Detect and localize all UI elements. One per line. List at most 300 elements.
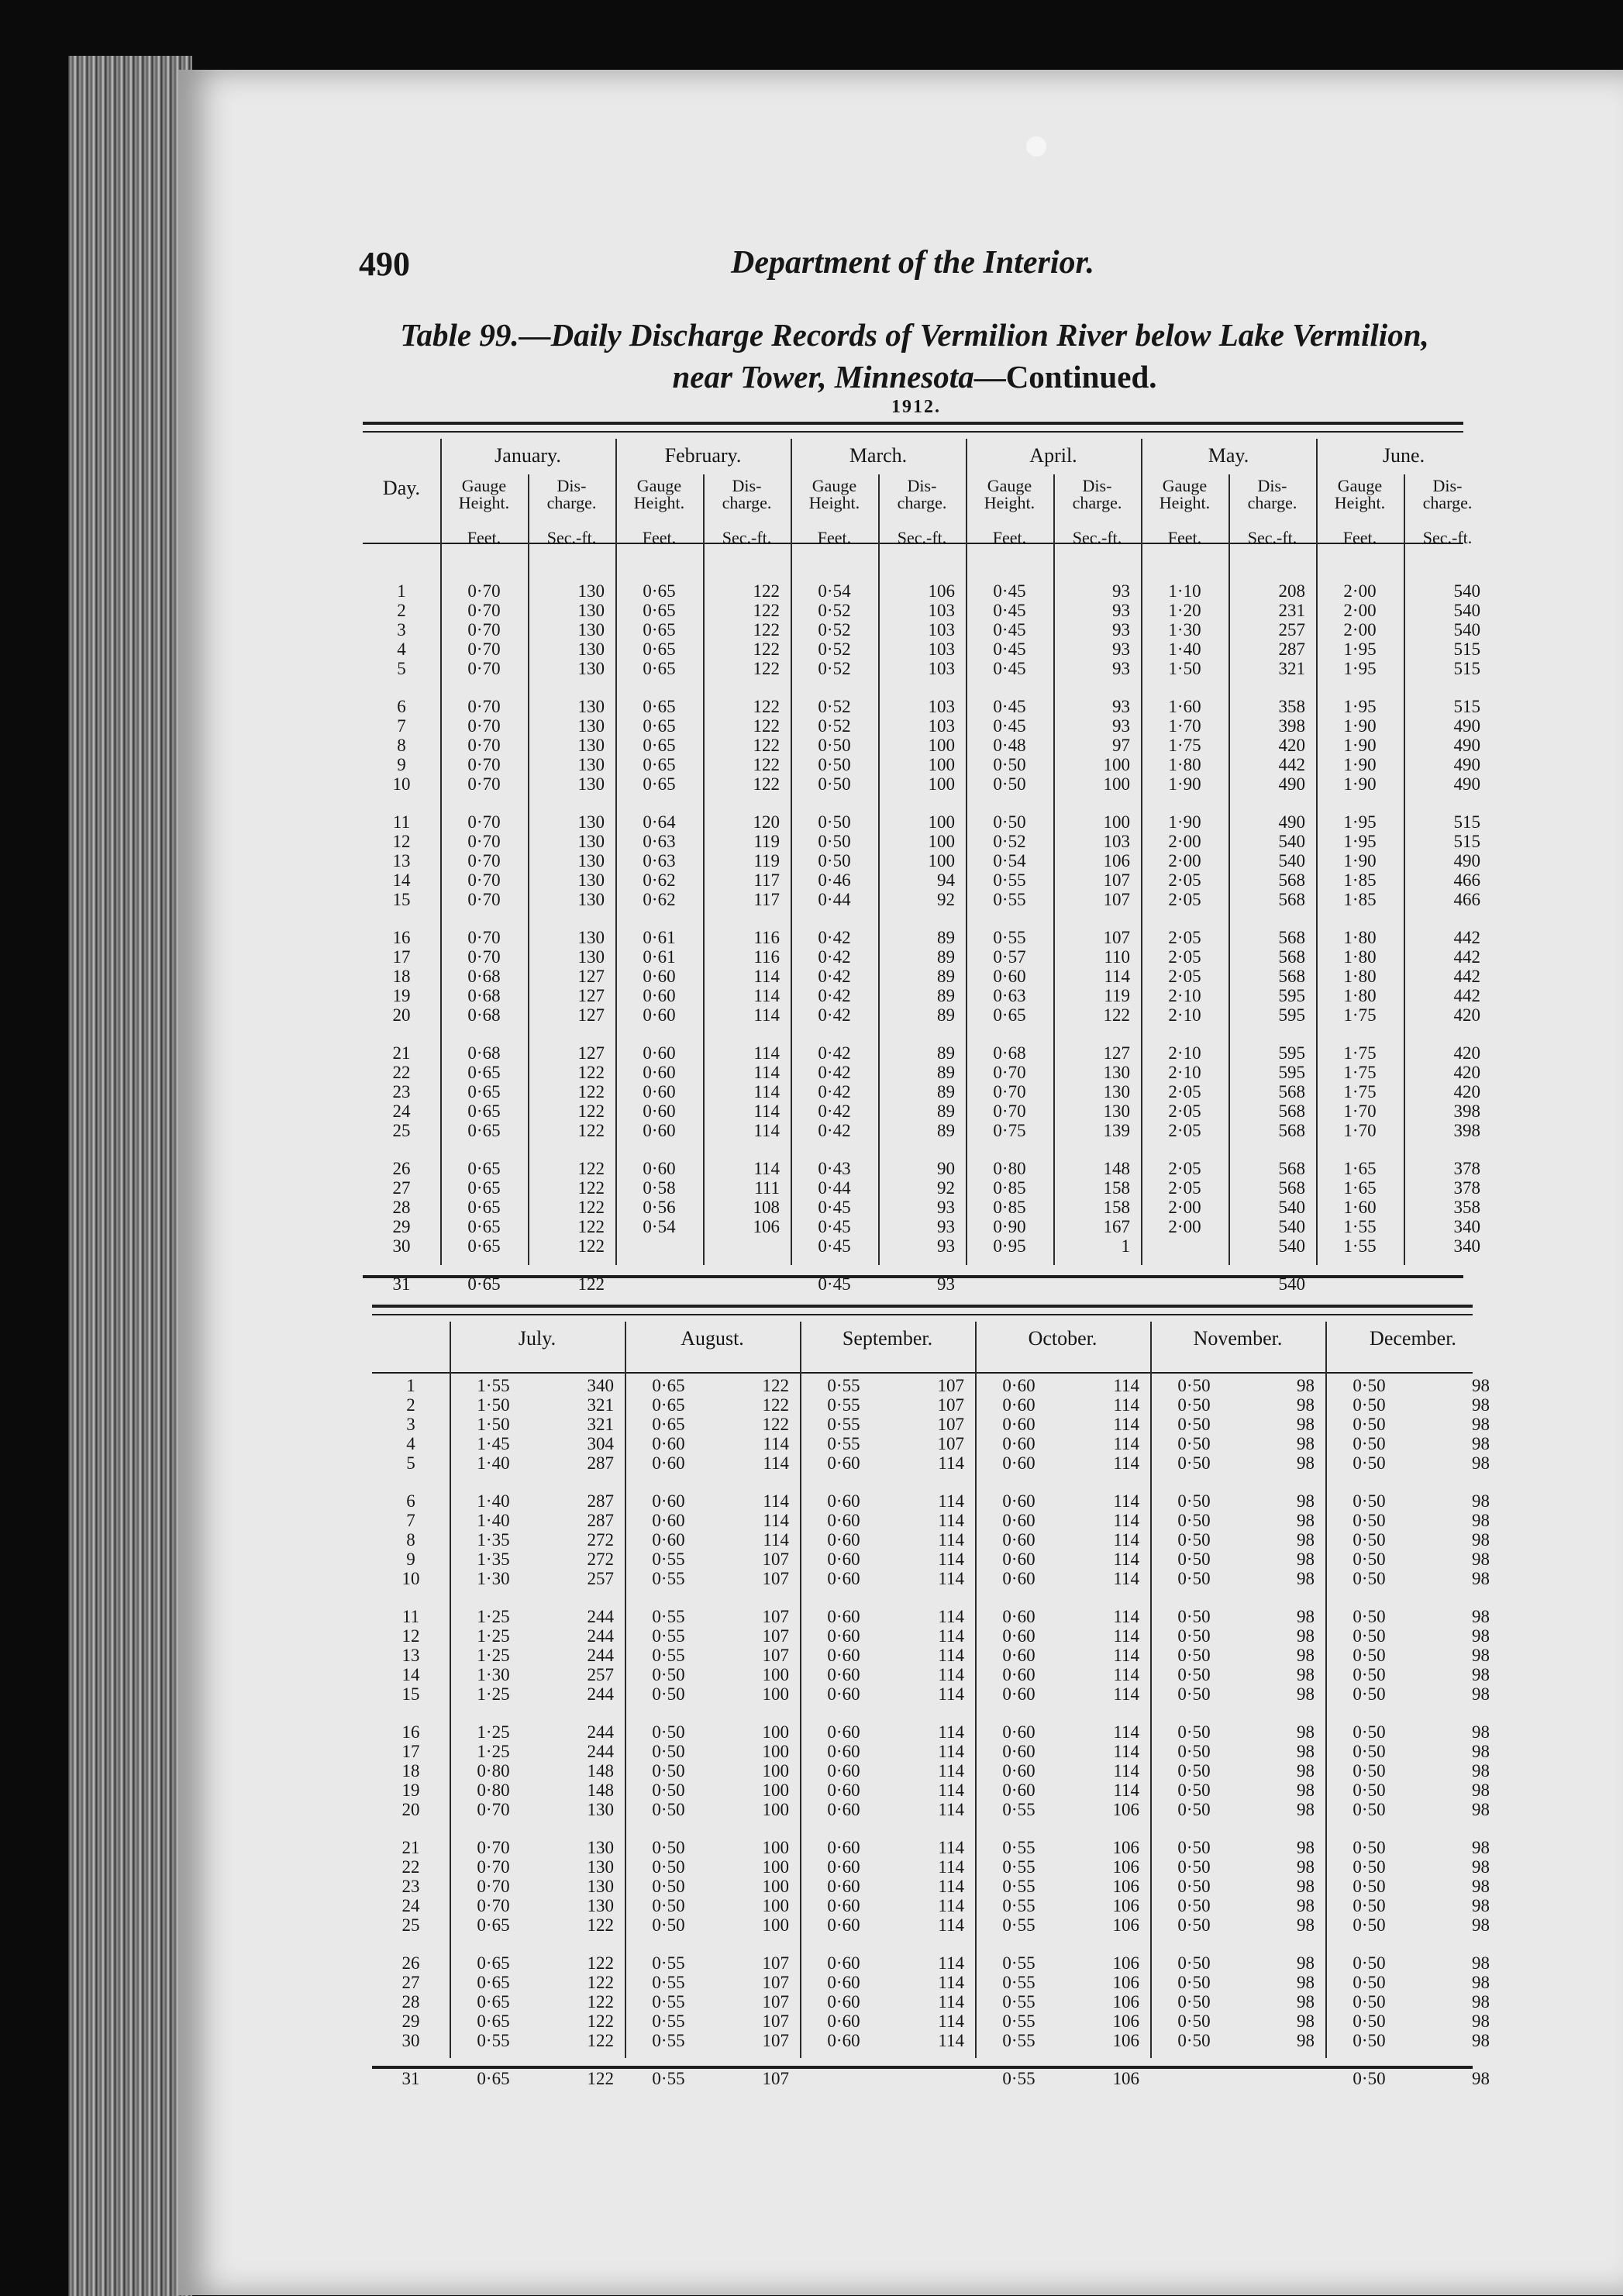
day-number: 22	[401, 1857, 420, 1877]
discharge-cell: 98	[1297, 1915, 1315, 1935]
gauge-height-cell: 0·70	[467, 890, 501, 909]
discharge-cell: 244	[587, 1646, 614, 1665]
gauge-height-cell: 1·60	[1168, 697, 1201, 716]
gauge-height-cell: 0·63	[643, 851, 676, 870]
gauge-height-cell: 1·80	[1343, 967, 1377, 986]
discharge-cell: 106	[1112, 1838, 1139, 1857]
discharge-cell: 114	[938, 1569, 964, 1588]
gauge-height-cell: 0·90	[993, 1217, 1026, 1236]
discharge-cell: 98	[1472, 1781, 1490, 1800]
gauge-height-cell: 0·70	[477, 1838, 510, 1857]
gauge-height-cell: 0·60	[1002, 1646, 1035, 1665]
discharge-cell: 107	[937, 1376, 964, 1395]
unit-secft: Sec.-ft.	[897, 528, 947, 547]
gauge-height-cell: 1·40	[477, 1453, 510, 1473]
discharge-cell: 122	[762, 1376, 789, 1395]
discharge-cell: 106	[753, 1217, 780, 1236]
day-number: 18	[392, 967, 411, 986]
gauge-height-cell: 0·50	[1352, 1395, 1386, 1415]
gauge-height-cell: 0·60	[643, 1063, 676, 1082]
day-number: 12	[401, 1626, 420, 1646]
discharge-cell: 100	[762, 1800, 789, 1819]
gauge-height-cell: 0·50	[818, 774, 851, 794]
discharge-cell: 100	[762, 1877, 789, 1896]
month-header: April.	[1029, 444, 1077, 467]
gauge-height-cell: 0·65	[643, 659, 676, 678]
gauge-height-cell: 1·80	[1168, 755, 1201, 774]
discharge-cell: 114	[938, 1973, 964, 1992]
discharge-cell: 98	[1472, 1569, 1490, 1588]
discharge-cell: 321	[1278, 659, 1305, 678]
discharge-cell: 568	[1278, 1101, 1305, 1121]
discharge-cell: 98	[1472, 2069, 1490, 2088]
discharge-cell: 244	[587, 1607, 614, 1626]
discharge-cell: 114	[763, 1434, 789, 1453]
gauge-height-cell: 0·55	[652, 2031, 685, 2050]
gauge-height-cell: 0·60	[643, 967, 676, 986]
discharge-cell: 287	[587, 1511, 614, 1530]
discharge-cell: 106	[1112, 1953, 1139, 1973]
discharge-cell: 568	[1278, 947, 1305, 967]
gauge-height-cell: 2·05	[1168, 1121, 1201, 1140]
discharge-cell: 398	[1278, 716, 1305, 736]
gauge-height-cell: 0·52	[818, 659, 851, 678]
gauge-height-cell: 1·75	[1343, 1063, 1377, 1082]
gauge-height-cell: 0·65	[477, 1992, 510, 2012]
gauge-height-cell: 0·50	[1177, 1684, 1211, 1704]
gauge-height-cell: 0·65	[477, 2069, 510, 2088]
gauge-height-cell: 0·42	[818, 967, 851, 986]
discharge-cell: 114	[938, 2012, 964, 2031]
gauge-height-cell: 0·45	[818, 1236, 851, 1256]
gauge-height-cell: 0·50	[818, 851, 851, 870]
gauge-height-cell: 0·60	[1002, 1434, 1035, 1453]
gauge-height-cell: 2·10	[1168, 1063, 1201, 1082]
discharge-cell: 98	[1297, 1742, 1315, 1761]
gauge-height-cell: 0·57	[993, 947, 1026, 967]
gauge-height-cell: 2·05	[1168, 1082, 1201, 1101]
discharge-cell: 114	[753, 986, 780, 1005]
discharge-cell: 98	[1472, 1646, 1490, 1665]
unit-secft: Sec.-ft.	[546, 528, 597, 547]
gauge-height-cell: 0·60	[827, 1550, 860, 1569]
discharge-cell: 107	[762, 1607, 789, 1626]
discharge-cell: 490	[1453, 755, 1480, 774]
gauge-height-cell: 0·70	[467, 755, 501, 774]
gauge-height-cell: 2·05	[1168, 967, 1201, 986]
gauge-height-cell: 0·45	[993, 697, 1026, 716]
discharge-cell: 98	[1297, 1550, 1315, 1569]
gauge-height-cell: 0·50	[1177, 1646, 1211, 1665]
discharge-cell: 98	[1297, 1376, 1315, 1395]
discharge-cell: 130	[577, 716, 605, 736]
discharge-cell: 119	[753, 851, 780, 870]
row-group-gap	[372, 1588, 1501, 1607]
gauge-height-cell: 2·05	[1168, 1101, 1201, 1121]
discharge-cell: 257	[587, 1665, 614, 1684]
day-header: Day.	[382, 477, 421, 499]
day-number: 8	[406, 1530, 415, 1550]
discharge-cell: 287	[587, 1491, 614, 1511]
month-header: May.	[1208, 444, 1249, 467]
gauge-height-cell: 0·65	[643, 716, 676, 736]
discharge-cell: 114	[753, 1063, 780, 1082]
gauge-height-cell: 1·85	[1343, 890, 1377, 909]
gauge-height-header-2: Height.	[1159, 493, 1211, 512]
discharge-cell: 103	[928, 697, 955, 716]
gauge-height-cell: 0·60	[993, 967, 1026, 986]
discharge-cell: 490	[1453, 716, 1480, 736]
discharge-cell: 378	[1453, 1178, 1480, 1198]
discharge-cell: 100	[762, 1857, 789, 1877]
day-number: 20	[401, 1800, 420, 1819]
gauge-height-cell: 0·60	[827, 1877, 860, 1896]
table1-body	[363, 581, 1491, 1294]
day-number: 11	[392, 812, 411, 832]
discharge-cell: 98	[1297, 2031, 1315, 2050]
discharge-cell: 98	[1297, 1838, 1315, 1857]
gauge-height-cell: 0·60	[1002, 1722, 1035, 1742]
gauge-height-cell: 0·65	[477, 2012, 510, 2031]
discharge-cell: 272	[587, 1550, 614, 1569]
gauge-height-cell: 0·50	[1177, 1453, 1211, 1473]
gauge-height-cell: 0·60	[827, 1607, 860, 1626]
discharge-cell: 114	[938, 1800, 964, 1819]
discharge-cell: 304	[587, 1434, 614, 1453]
gauge-height-cell: 0·50	[1177, 1550, 1211, 1569]
gauge-height-cell: 0·65	[643, 581, 676, 601]
gauge-height-cell: 2·00	[1168, 1217, 1201, 1236]
discharge-cell: 108	[753, 1198, 780, 1217]
day-number: 5	[397, 659, 406, 678]
gauge-height-cell: 0·63	[643, 832, 676, 851]
gauge-height-cell: 1·30	[1168, 620, 1201, 640]
discharge-header-2: charge.	[1072, 493, 1122, 512]
gauge-height-cell: 0·55	[1002, 1915, 1035, 1935]
discharge-cell: 98	[1297, 1800, 1315, 1819]
discharge-cell: 114	[1113, 1453, 1139, 1473]
discharge-cell: 148	[587, 1761, 614, 1781]
gauge-height-cell: 0·50	[1352, 1626, 1386, 1646]
discharge-cell: 540	[1278, 1198, 1305, 1217]
gauge-height-cell: 0·55	[652, 2069, 685, 2088]
discharge-cell: 107	[937, 1415, 964, 1434]
gauge-height-cell	[615, 1236, 703, 1256]
gauge-height-cell: 0·60	[1002, 1376, 1035, 1395]
day-number: 17	[401, 1742, 420, 1761]
discharge-cell: 127	[577, 967, 605, 986]
gauge-height-cell: 0·50	[1177, 2031, 1211, 2050]
gauge-height-cell: 0·50	[652, 1684, 685, 1704]
gauge-height-cell: 0·60	[1002, 1684, 1035, 1704]
gauge-height-cell: 0·50	[1352, 1607, 1386, 1626]
gauge-height-cell: 0·50	[1177, 1415, 1211, 1434]
discharge-cell: 122	[587, 1915, 614, 1935]
gauge-height-cell: 0·55	[652, 1992, 685, 2012]
gauge-height-header-2: Height.	[808, 493, 860, 512]
discharge-cell: 515	[1453, 640, 1480, 659]
day-number: 9	[397, 755, 406, 774]
gauge-height-cell: 1·90	[1343, 851, 1377, 870]
discharge-cell: 89	[937, 928, 955, 947]
discharge-cell: 244	[587, 1722, 614, 1742]
discharge-cell: 122	[762, 1415, 789, 1434]
discharge-cell: 98	[1472, 1973, 1490, 1992]
gauge-height-cell: 0·60	[652, 1453, 685, 1473]
discharge-cell: 122	[577, 1178, 605, 1198]
gauge-height-cell: 0·70	[467, 659, 501, 678]
discharge-cell: 114	[938, 1491, 964, 1511]
discharge-cell: 378	[1453, 1159, 1480, 1178]
discharge-cell: 89	[937, 986, 955, 1005]
gauge-height-cell: 0·80	[993, 1159, 1026, 1178]
gauge-height-cell	[800, 2069, 887, 2088]
discharge-cell: 98	[1297, 1992, 1315, 2012]
discharge-cell: 106	[1112, 2031, 1139, 2050]
gauge-height-cell: 2·05	[1168, 1178, 1201, 1198]
discharge-cell	[1404, 1274, 1491, 1294]
gauge-height-cell: 2·10	[1168, 986, 1201, 1005]
discharge-cell: 114	[1113, 1395, 1139, 1415]
discharge-cell: 130	[577, 736, 605, 755]
discharge-cell: 100	[928, 755, 955, 774]
day-number: 5	[406, 1453, 415, 1473]
discharge-cell: 107	[762, 1646, 789, 1665]
gauge-height-cell: 1·55	[1343, 1217, 1377, 1236]
discharge-cell: 321	[587, 1415, 614, 1434]
discharge-cell: 120	[753, 812, 780, 832]
gauge-height-cell: 1·55	[477, 1376, 510, 1395]
discharge-cell: 595	[1278, 1005, 1305, 1025]
discharge-cell: 114	[938, 1453, 964, 1473]
gauge-height-cell: 0·55	[993, 890, 1026, 909]
gauge-height-cell: 2·00	[1168, 851, 1201, 870]
gauge-height-cell: 0·60	[1002, 1665, 1035, 1684]
discharge-cell: 93	[1112, 697, 1130, 716]
discharge-cell: 358	[1453, 1198, 1480, 1217]
gauge-height-cell: 0·50	[1177, 1530, 1211, 1550]
discharge-cell: 490	[1453, 774, 1480, 794]
gauge-height-cell: 0·60	[1002, 1453, 1035, 1473]
discharge-cell: 114	[938, 1626, 964, 1646]
day-number: 3	[397, 620, 406, 640]
gauge-height-cell: 0·65	[467, 1217, 501, 1236]
discharge-cell: 107	[762, 1973, 789, 1992]
gauge-height-cell: 0·70	[467, 640, 501, 659]
gauge-height-cell: 2·00	[1168, 1198, 1201, 1217]
discharge-cell: 130	[577, 832, 605, 851]
discharge-cell: 122	[577, 1159, 605, 1178]
discharge-cell: 114	[753, 1101, 780, 1121]
discharge-cell: 107	[762, 1550, 789, 1569]
discharge-cell: 122	[753, 620, 780, 640]
gauge-height-cell: 0·45	[818, 1274, 851, 1294]
discharge-cell	[703, 1274, 791, 1294]
discharge-cell: 98	[1297, 1607, 1315, 1626]
discharge-cell: 114	[1113, 1626, 1139, 1646]
discharge-cell: 130	[1103, 1101, 1130, 1121]
table2-top-rule	[372, 1305, 1473, 1308]
gauge-height-cell: 1·90	[1343, 736, 1377, 755]
discharge-cell: 540	[1453, 581, 1480, 601]
discharge-cell: 93	[1112, 659, 1130, 678]
gauge-height-cell: 0·60	[1002, 1511, 1035, 1530]
gauge-height-cell: 0·50	[1352, 1973, 1386, 1992]
title-continued: —Continued.	[973, 359, 1157, 395]
gauge-height-cell: 0·46	[818, 870, 851, 890]
gauge-height-cell: 0·50	[1352, 1838, 1386, 1857]
day-number: 24	[401, 1896, 420, 1915]
gauge-height-cell: 0·60	[1002, 1742, 1035, 1761]
gauge-height-header-2: Height.	[984, 493, 1035, 512]
table-title-line-1: Table 99.—Daily Discharge Records of Vermilion River below Lake Vermilion,	[400, 317, 1429, 353]
discharge-cell: 122	[577, 1198, 605, 1217]
unit-feet: Feet.	[642, 528, 677, 547]
gauge-height-cell: 0·54	[993, 851, 1026, 870]
gauge-height-cell: 0·60	[652, 1530, 685, 1550]
discharge-cell: 114	[1113, 1491, 1139, 1511]
gauge-height-cell: 0·65	[467, 1178, 501, 1198]
gauge-height-cell: 0·60	[1002, 1607, 1035, 1626]
discharge-cell: 100	[928, 774, 955, 794]
discharge-cell: 107	[762, 1569, 789, 1588]
day-number: 19	[401, 1781, 420, 1800]
discharge-cell: 114	[763, 1511, 789, 1530]
discharge-header-1: Dis-	[732, 476, 762, 495]
gauge-height-cell: 0·70	[477, 1857, 510, 1877]
discharge-cell: 595	[1278, 1063, 1305, 1082]
day-number: 21	[392, 1043, 411, 1063]
discharge-cell: 98	[1472, 1607, 1490, 1626]
gauge-height-cell: 0·62	[643, 870, 676, 890]
discharge-cell: 100	[1103, 774, 1130, 794]
discharge-cell: 568	[1278, 890, 1305, 909]
day-number: 25	[392, 1121, 411, 1140]
gauge-height-cell: 0·58	[643, 1178, 676, 1198]
gauge-height-cell: 0·60	[827, 2012, 860, 2031]
gauge-height-cell: 0·85	[993, 1178, 1026, 1198]
discharge-cell: 107	[937, 1395, 964, 1415]
gauge-height-cell: 0·50	[1352, 1550, 1386, 1569]
gauge-height-cell: 0·55	[1002, 1896, 1035, 1915]
discharge-cell	[1053, 1274, 1141, 1294]
day-number: 18	[401, 1761, 420, 1781]
discharge-cell	[703, 1236, 791, 1256]
gauge-height-cell: 0·60	[643, 1159, 676, 1178]
gauge-height-cell: 1·70	[1343, 1121, 1377, 1140]
day-number: 7	[406, 1511, 415, 1530]
discharge-cell: 114	[1113, 1569, 1139, 1588]
gauge-height-cell: 0·60	[827, 1838, 860, 1857]
discharge-cell: 106	[1103, 851, 1130, 870]
gauge-height-cell: 1·95	[1343, 697, 1377, 716]
gauge-height-cell: 0·50	[1352, 2069, 1386, 2088]
gauge-height-cell: 0·45	[993, 601, 1026, 620]
discharge-cell: 89	[937, 1101, 955, 1121]
gauge-height-cell: 0·54	[818, 581, 851, 601]
discharge-cell: 103	[928, 601, 955, 620]
day-number: 13	[392, 851, 411, 870]
gauge-height-cell: 0·63	[993, 986, 1026, 1005]
gauge-height-cell: 0·60	[1002, 1530, 1035, 1550]
discharge-cell: 106	[1112, 1877, 1139, 1896]
gauge-height-cell: 0·80	[477, 1761, 510, 1781]
month-header: December.	[1370, 1327, 1456, 1350]
discharge-cell: 148	[587, 1781, 614, 1800]
discharge-cell: 98	[1472, 1453, 1490, 1473]
gauge-height-cell: 0·70	[467, 870, 501, 890]
gauge-height-cell: 1·25	[477, 1742, 510, 1761]
discharge-cell: 114	[938, 1857, 964, 1877]
gauge-height-cell: 0·65	[643, 640, 676, 659]
discharge-cell: 114	[753, 1159, 780, 1178]
day-number: 7	[397, 716, 406, 736]
discharge-cell: 340	[1453, 1217, 1480, 1236]
discharge-cell: 106	[1112, 1800, 1139, 1819]
gauge-height-cell: 0·60	[827, 1626, 860, 1646]
gauge-height-cell: 0·56	[643, 1198, 676, 1217]
discharge-cell: 98	[1472, 1742, 1490, 1761]
discharge-cell: 114	[938, 1838, 964, 1857]
gauge-height-cell: 0·60	[827, 1800, 860, 1819]
gauge-height-cell: 0·60	[827, 1665, 860, 1684]
month-header: November.	[1193, 1327, 1283, 1350]
gauge-height-cell: 0·50	[1177, 1626, 1211, 1646]
gauge-height-cell: 0·60	[652, 1511, 685, 1530]
discharge-cell: 114	[753, 1121, 780, 1140]
discharge-cell: 122	[587, 1992, 614, 2012]
gauge-height-cell: 0·50	[1177, 1800, 1211, 1819]
gauge-height-cell: 1·50	[1168, 659, 1201, 678]
discharge-cell: 148	[1103, 1159, 1130, 1178]
gauge-height-cell: 0·50	[1352, 1896, 1386, 1915]
discharge-cell: 114	[1113, 1684, 1139, 1704]
gauge-height-cell: 0·60	[827, 1973, 860, 1992]
discharge-cell: 114	[1113, 1722, 1139, 1742]
discharge-cell: 515	[1453, 832, 1480, 851]
gauge-height-cell	[966, 1274, 1053, 1294]
gauge-height-cell: 0·52	[818, 716, 851, 736]
discharge-cell: 358	[1278, 697, 1305, 716]
discharge-cell: 568	[1278, 1178, 1305, 1198]
discharge-cell: 127	[577, 1005, 605, 1025]
discharge-cell: 442	[1453, 967, 1480, 986]
gauge-height-cell: 0·65	[643, 755, 676, 774]
gauge-height-cell: 0·70	[467, 697, 501, 716]
discharge-header-2: charge.	[1247, 493, 1297, 512]
discharge-cell: 114	[938, 1953, 964, 1973]
discharge-cell: 97	[1112, 736, 1130, 755]
gauge-height-cell: 0·52	[818, 697, 851, 716]
discharge-cell: 106	[1112, 1857, 1139, 1877]
discharge-cell: 122	[577, 1236, 605, 1256]
discharge-cell: 442	[1453, 947, 1480, 967]
discharge-cell: 92	[937, 1178, 955, 1198]
gauge-height-cell: 1·40	[1168, 640, 1201, 659]
gauge-height-cell: 0·50	[1177, 1838, 1211, 1857]
gauge-height-cell: 0·50	[1352, 1781, 1386, 1800]
gauge-height-cell: 0·60	[827, 1992, 860, 2012]
discharge-cell: 568	[1278, 1082, 1305, 1101]
gauge-height-cell: 0·65	[652, 1415, 685, 1434]
gauge-height-cell: 0·42	[818, 1082, 851, 1101]
gauge-height-cell: 0·65	[993, 1005, 1026, 1025]
discharge-cell: 98	[1472, 1857, 1490, 1877]
gauge-height-cell: 2·05	[1168, 890, 1201, 909]
discharge-cell: 107	[762, 1953, 789, 1973]
gauge-height-cell: 1·35	[477, 1530, 510, 1550]
gauge-height-header-1: Gauge	[461, 476, 507, 495]
